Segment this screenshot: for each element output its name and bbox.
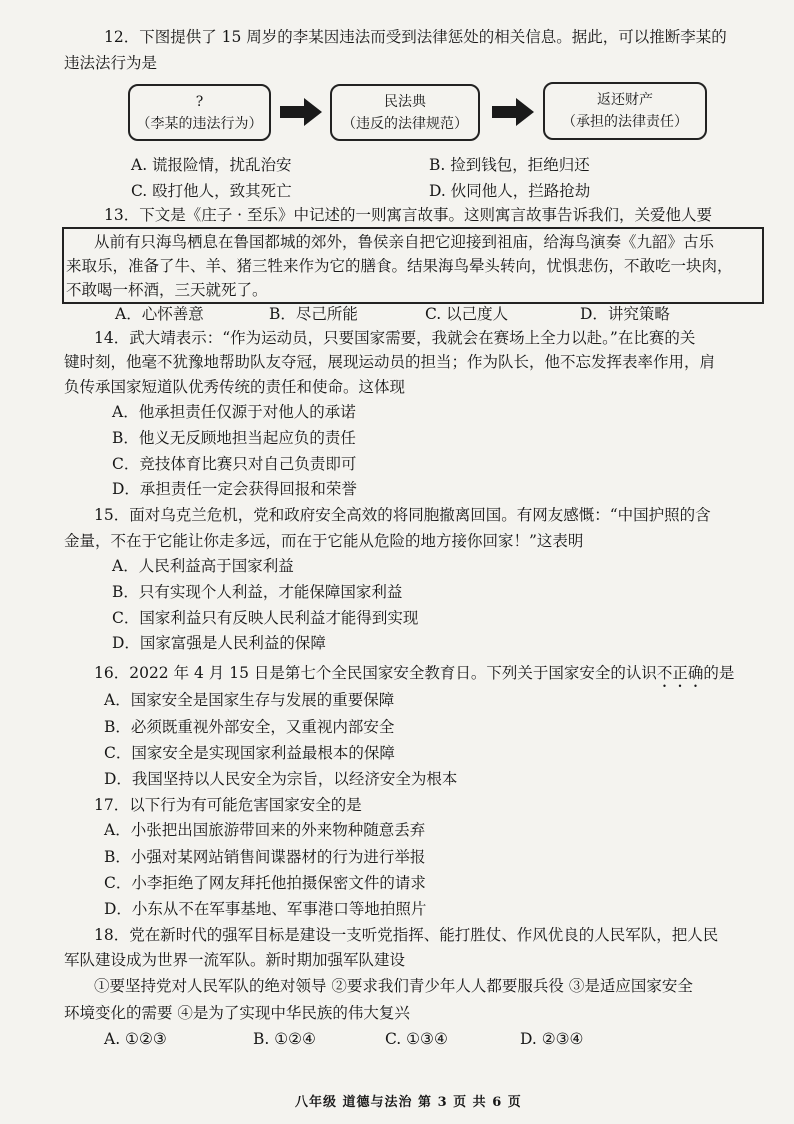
q13-story-line: 从前有只海鸟栖息在鲁国都城的郊外，鲁侯亲自把它迎接到祖庙，给海鸟演奏《九韶》古乐 <box>94 233 715 251</box>
q18-option-d: D. ②③④ <box>520 1030 584 1048</box>
q16-option-b: B．必须既重视外部安全，又重视内部安全 <box>104 718 395 736</box>
q18-statement-line: 环境变化的需要 ④是为了实现中华民族的伟大复兴 <box>64 1004 410 1022</box>
q16-option-d: D．我国坚持以人民安全为宗旨，以经济安全为根本 <box>104 770 458 788</box>
q12-option-d: D. 伙同他人，拦路抢劫 <box>429 182 591 200</box>
q14-stem-line: 负传承国家短道队优秀传统的责任和使命。这体现 <box>64 378 406 396</box>
q12-option-c: C. 殴打他人，致其死亡 <box>131 182 292 200</box>
q18-option-a: A. ①②③ <box>104 1030 167 1048</box>
q12-stem-line2: 违法法行为是 <box>64 54 158 72</box>
q13-stem: 13．下文是《庄子 · 至乐》中记述的一则寓言故事。这则寓言故事告诉我们，关爱他人要 <box>104 206 713 224</box>
q16-stem-emphasis: 不正确 <box>656 664 704 682</box>
q12-option-b: B. 捡到钱包，拒绝归还 <box>429 156 590 174</box>
q16-stem-end: 的是 <box>703 664 735 682</box>
right-arrow-icon <box>280 98 322 126</box>
flow-box-law-bottom: （违反的法律规范） <box>342 116 468 132</box>
right-arrow-icon <box>492 98 534 126</box>
page-footer: 八年级 道德与法治 第 3 页 共 6 页 <box>295 1095 522 1110</box>
q14-option-b: B．他义无反顾地担当起应负的责任 <box>112 429 356 447</box>
flow-box-law <box>330 84 480 141</box>
flow-box-liability-top: 返还财产 <box>597 92 653 108</box>
q18-stem-line: 18．党在新时代的强军目标是建设一支听党指挥、能打胜仗、作风优良的人民军队，把人民 <box>94 926 719 944</box>
q14-option-d: D．承担责任一定会获得回报和荣誉 <box>112 480 357 498</box>
q14-stem-line: 键时刻，他毫不犹豫地帮助队友夺冠，展现运动员的担当；作为队长，他不忘发挥表率作用，肩 <box>64 353 716 371</box>
q16-stem-main: 16．2022 年 4 月 15 日是第七个全民国家安全教育日。下列关于国家安全的认识 <box>94 664 657 682</box>
q13-option-a: A．心怀善意 <box>115 305 204 323</box>
flow-box-liability-bottom: （承担的法律责任） <box>562 114 688 130</box>
q18-stem-line: 军队建设成为世界一流军队。新时期加强军队建设 <box>64 951 406 969</box>
q17-option-c: C．小李拒绝了网友拜托他拍摄保密文件的请求 <box>104 874 426 892</box>
flow-box-law-top: 民法典 <box>384 94 426 110</box>
q15-stem-line: 15．面对乌克兰危机，党和政府安全高效的将同胞撤离回国。有网友感慨：“中国护照的含 <box>94 506 711 524</box>
q14-stem-line: 14．武大靖表示：“作为运动员，只要国家需要，我就会在赛场上全力以赴。”在比赛的关 <box>94 329 696 347</box>
q18-statement-line: ①要坚持党对人民军队的绝对领导 ②要求我们青少年人人都要服兵役 ③是适应国家安全 <box>94 977 693 995</box>
q18-option-b: B. ①②④ <box>253 1030 316 1048</box>
q17-option-d: D．小东从不在军事基地、军事港口等地拍照片 <box>104 900 427 918</box>
q12-option-a: A. 谎报险情，扰乱治安 <box>131 156 292 174</box>
q14-option-a: A．他承担责任仅源于对他人的承诺 <box>112 403 356 421</box>
flow-box-violation-top: ? <box>195 94 204 110</box>
q17-stem: 17．以下行为有可能危害国家安全的是 <box>94 796 362 814</box>
q17-option-b: B．小强对某网站销售间谍器材的行为进行举报 <box>104 848 426 866</box>
q16-option-c: C．国家安全是实现国家利益最根本的保障 <box>104 744 395 762</box>
q13-option-d: D．讲究策略 <box>580 305 670 323</box>
flow-box-liability <box>543 82 707 140</box>
q13-option-b: B．尽己所能 <box>269 305 358 323</box>
q16-option-a: A．国家安全是国家生存与发展的重要保障 <box>104 691 395 709</box>
q15-option-c: C．国家利益只有反映人民利益才能得到实现 <box>112 609 419 627</box>
q15-stem-line: 金量，不在于它能让你走多远，而在于它能从危险的地方接你回家！”这表明 <box>64 532 584 550</box>
q14-option-c: C．竞技体育比赛只对自己负责即可 <box>112 455 357 473</box>
q17-option-a: A．小张把出国旅游带回来的外来物种随意丢弃 <box>104 821 426 839</box>
q16-stem <box>94 664 734 691</box>
flow-box-violation-bottom: （李某的违法行为） <box>136 116 263 132</box>
q15-option-d: D．国家富强是人民利益的保障 <box>112 634 326 652</box>
q18-option-c: C. ①③④ <box>385 1030 448 1048</box>
q13-story-line: 来取乐，准备了牛、羊、猪三牲来作为它的膳食。结果海鸟晕头转向，忧惧悲伤，不敢吃一块肉， <box>66 257 733 275</box>
q15-option-a: A．人民利益高于国家利益 <box>112 557 294 575</box>
flow-box-violation <box>128 84 271 141</box>
q13-story-line: 不敢喝一杯酒，三天就死了。 <box>66 281 268 299</box>
q12-stem-line1: 12．下图提供了 15 周岁的李某因违法而受到法律惩处的相关信息。据此，可以推断李某的 <box>104 28 727 46</box>
q13-option-c: C. 以己度人 <box>425 305 509 323</box>
q15-option-b: B．只有实现个人利益，才能保障国家利益 <box>112 583 403 601</box>
